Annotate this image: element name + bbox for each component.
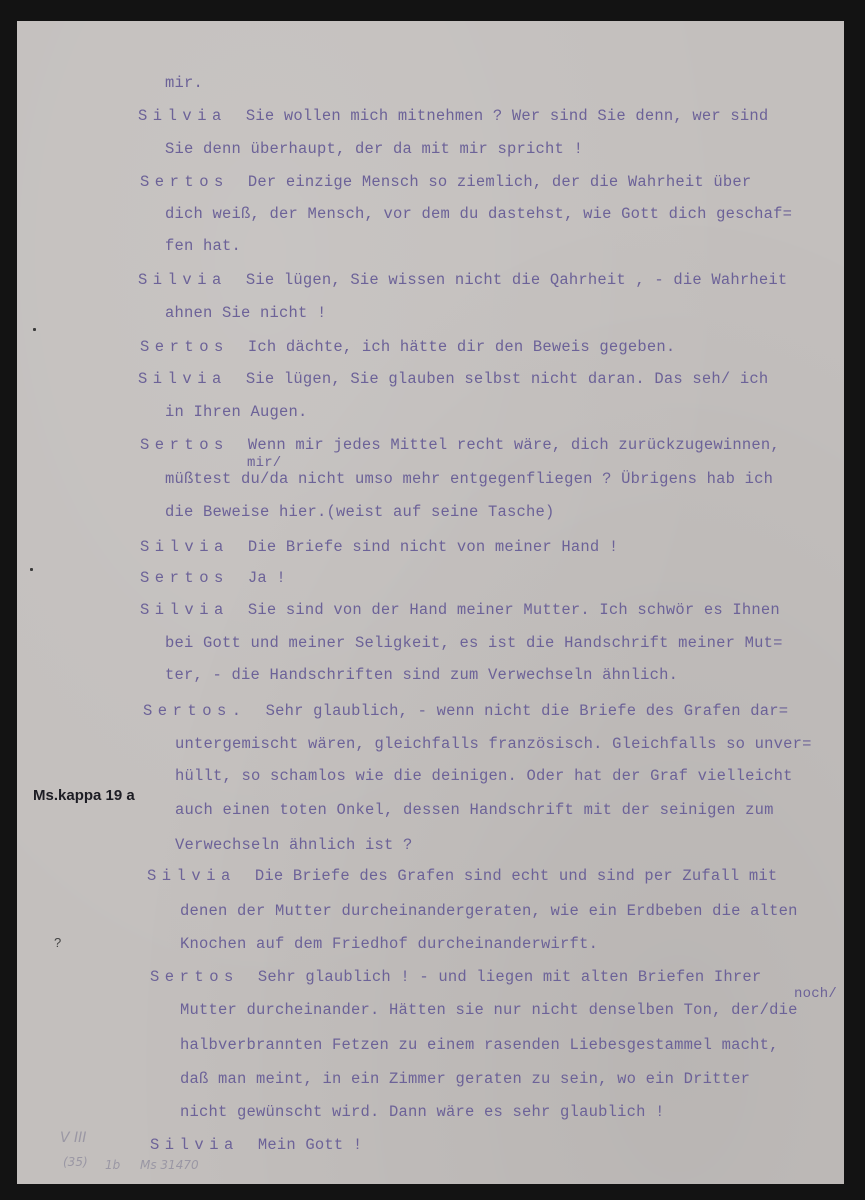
continuation-line — [165, 503, 555, 521]
continuation-line — [165, 237, 241, 255]
continuation-line — [175, 801, 774, 819]
continuation-line — [165, 666, 678, 684]
continuation-line — [180, 935, 598, 953]
speaker-name: Silvia — [147, 867, 236, 885]
dialogue-line — [140, 436, 780, 454]
speaker-name: Sertos — [140, 338, 229, 356]
interlinear-correction: mir/ — [247, 455, 282, 471]
dialogue-line — [138, 271, 787, 289]
continuation-line — [165, 634, 783, 652]
continuation-line — [175, 767, 793, 785]
line-text: halbverbrannten Fetzen zu einem rasenden Liebesgestammel macht, — [180, 1036, 779, 1054]
line-text: Sie denn überhaupt, der da mit mir spricht ! — [165, 140, 584, 158]
line-text: dich weiß, der Mensch, vor dem du dastehst, wie Gott dich geschaf= — [165, 205, 793, 223]
margin-question-mark: ? — [54, 935, 62, 950]
line-text: Wenn mir jedes Mittel recht wäre, dich zurückzugewinnen, — [247, 436, 780, 454]
archive-folio-mark: (35) — [63, 1155, 88, 1169]
continuation-line — [180, 902, 798, 920]
dialogue-line — [140, 338, 675, 356]
continuation-line — [180, 1103, 665, 1121]
dialogue-line — [150, 1136, 362, 1154]
line-text: fen hat. — [165, 237, 242, 255]
archive-page-mark: 1b — [105, 1158, 121, 1172]
continuation-line — [165, 205, 792, 223]
line-text: Sie lügen, Sie wissen nicht die Qahrheit , - die Wahrheit — [245, 271, 788, 289]
speaker-name: Silvia — [140, 538, 229, 556]
speaker-name: Silvia — [138, 107, 227, 125]
continuation-line — [165, 403, 308, 421]
line-text: Ja ! — [247, 569, 286, 587]
dialogue-line — [147, 867, 777, 885]
dialogue-line — [150, 968, 761, 986]
line-text: Sehr glaublich, - wenn nicht die Briefe des Grafen dar= — [265, 702, 789, 720]
dialogue-line — [140, 173, 751, 191]
line-text: die Beweise hier.(weist auf seine Tasche) — [165, 503, 555, 521]
speaker-name: Silvia — [140, 601, 229, 619]
speaker-name: Sertos — [140, 173, 229, 191]
line-text: Sie lügen, Sie glauben selbst nicht daran. Das seh/ ich — [245, 370, 769, 388]
line-text: Die Briefe des Grafen sind echt und sind per Zufall mit — [254, 867, 778, 885]
archive-volume-mark: V III — [60, 1130, 87, 1146]
line-text: Sehr glaublich ! - und liegen mit alten Briefen Ihrer — [257, 968, 762, 986]
line-text: untergemischt wären, gleichfalls französisch. Gleichfalls so unver= — [175, 735, 812, 753]
line-text: Mein Gott ! — [257, 1136, 363, 1154]
speaker-name: Sertos — [140, 569, 229, 587]
continuation-line — [180, 1001, 798, 1019]
continuation-line — [180, 1070, 750, 1088]
line-text: Sie sind von der Hand meiner Mutter. Ich schwör es Ihnen — [247, 601, 780, 619]
line-text: hüllt, so schamlos wie die deinigen. Oder hat der Graf vielleicht — [175, 767, 793, 785]
continuation-line — [180, 1036, 779, 1054]
speaker-name: Sertos — [150, 968, 239, 986]
line-text: Mutter durcheinander. Hätten sie nur nicht denselben Ton, der/die — [180, 1001, 798, 1019]
line-text: ter, - die Handschriften sind zum Verwechseln ähnlich. — [165, 666, 679, 684]
line-text: Die Briefe sind nicht von meiner Hand ! — [247, 538, 619, 556]
dialogue-line — [138, 370, 768, 388]
continuation-line — [175, 735, 812, 753]
continuation-line — [175, 836, 413, 854]
dialogue-line — [138, 107, 768, 125]
dialogue-line — [140, 538, 618, 556]
line-text: Sie wollen mich mitnehmen ? Wer sind Sie denn, wer sind — [245, 107, 769, 125]
dialogue-line — [140, 569, 286, 587]
speaker-name: Silvia — [138, 271, 227, 289]
continuation-line — [165, 140, 583, 158]
margin-dot — [33, 328, 36, 331]
speaker-name: Sertos. — [143, 702, 247, 720]
line-text: daß man meint, in ein Zimmer geraten zu sein, wo ein Dritter — [180, 1070, 751, 1088]
interlinear-correction: noch/ — [794, 986, 838, 1002]
archive-shelfmark: Ms 31470 — [140, 1158, 199, 1172]
speaker-name: Sertos — [140, 436, 229, 454]
line-text: Verwechseln ähnlich ist ? — [175, 836, 413, 854]
dialogue-line — [140, 601, 780, 619]
line-text: auch einen toten Onkel, dessen Handschrift mit der seinigen zum — [175, 801, 774, 819]
dialogue-line — [143, 702, 788, 720]
line-text: in Ihren Augen. — [165, 403, 308, 421]
speaker-name: Silvia — [138, 370, 227, 388]
line-text: bei Gott und meiner Seligkeit, es ist die Handschrift meiner Mut= — [165, 634, 783, 652]
line-text: müßtest du/da nicht umso mehr entgegenfliegen ? Übrigens hab ich — [165, 470, 774, 488]
line-text: ahnen Sie nicht ! — [165, 304, 327, 322]
margin-note-shelfmark: Ms.kappa 19 a — [33, 787, 135, 804]
margin-dot — [30, 568, 33, 571]
line-text: Der einzige Mensch so ziemlich, der die Wahrheit über — [247, 173, 752, 191]
line-text: nicht gewünscht wird. Dann wäre es sehr glaublich ! — [180, 1103, 665, 1121]
line-text: Ich dächte, ich hätte dir den Beweis gegeben. — [247, 338, 676, 356]
line-text: Knochen auf dem Friedhof durcheinanderwirft. — [180, 935, 599, 953]
continuation-line — [165, 470, 773, 488]
line-text: mir. — [165, 74, 204, 92]
line-text: denen der Mutter durcheinandergeraten, wie ein Erdbeben die alten — [180, 902, 798, 920]
continuation-line — [165, 74, 203, 92]
speaker-name: Silvia — [150, 1136, 239, 1154]
continuation-line — [165, 304, 327, 322]
